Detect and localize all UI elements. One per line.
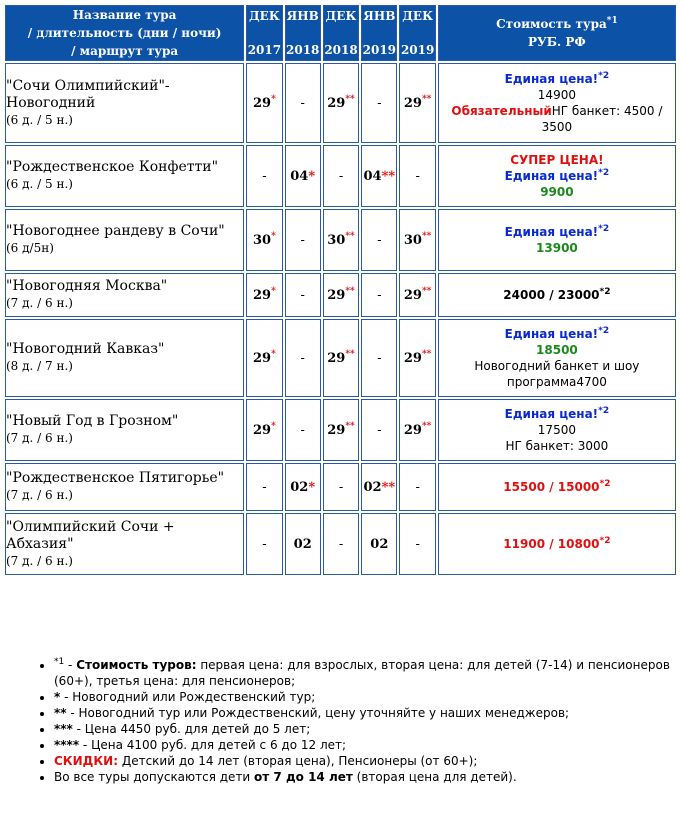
date-cell — [285, 63, 321, 143]
footnote-text: - Новогодний тур или Рождественский, цену уточняйте у наших менеджеров; — [66, 706, 570, 720]
price-cell — [438, 319, 676, 397]
price-value-sup: *2 — [599, 536, 611, 546]
header-name-line: / длительность (дни / ночи) — [27, 26, 222, 40]
footnote-mark: ** — [54, 706, 67, 720]
header-price — [438, 5, 676, 61]
date-cell — [323, 273, 359, 317]
tour-duration: (7 д. / 6 н.) — [6, 553, 73, 568]
tour-duration: (7 д. / 6 н.) — [6, 431, 73, 445]
date-value: 02 — [363, 479, 382, 495]
date-cell — [399, 63, 435, 143]
date-mark: ** — [345, 286, 355, 297]
price-label: Единая цена! — [504, 225, 599, 239]
date-value: 29 — [252, 422, 272, 438]
tour-name-cell — [5, 145, 244, 207]
date-cell — [399, 319, 435, 397]
date-value: - — [338, 536, 344, 552]
tour-name-cell — [5, 63, 244, 143]
date-cell — [361, 273, 397, 317]
date-value: 04 — [290, 168, 309, 184]
price-value: 9900 — [540, 185, 574, 199]
price-label: Единая цена! — [504, 169, 599, 183]
table-row — [5, 145, 676, 207]
date-cell — [399, 145, 435, 207]
tour-duration: (7 д. / 6 н.) — [6, 488, 73, 502]
price-value: 15500 / 15000 — [503, 480, 600, 494]
price-label-sup: *2 — [598, 224, 610, 234]
date-value: - — [262, 168, 267, 184]
header-year: 2018 — [324, 43, 358, 57]
header-month: ДЕК — [402, 9, 433, 23]
footnote-text: первая цена: для взрослых, вторая цена: для детей (7-14) и пенсионеров (60+), третья цена: для пенсионеров; — [54, 658, 670, 688]
date-value: 29 — [403, 350, 422, 366]
date-cell — [246, 209, 282, 271]
tour-name-cell — [5, 273, 244, 317]
date-mark: ** — [421, 421, 432, 432]
date-value: - — [415, 536, 420, 552]
table-row — [5, 399, 676, 461]
date-mark: ** — [345, 231, 355, 242]
price-value: 18500 — [536, 343, 578, 357]
table-row — [5, 209, 676, 271]
date-value: 29 — [327, 350, 346, 366]
price-cell — [438, 209, 676, 271]
price-label: Единая цена! — [504, 327, 599, 341]
date-value: 30 — [327, 232, 346, 248]
header-month: ДЕК — [325, 9, 357, 23]
tour-duration: (6 д. / 5 н.) — [6, 112, 73, 127]
date-value: - — [300, 422, 305, 438]
header-year: 2019 — [362, 43, 397, 57]
header-month: ДЕК — [249, 9, 280, 23]
date-value: 29 — [252, 287, 272, 303]
tour-name: "Сочи Олимпийский"-Новогодний — [6, 77, 170, 111]
date-value: 30 — [252, 232, 272, 248]
header-tour-name — [5, 5, 244, 61]
date-cell — [323, 319, 359, 397]
date-mark: ** — [421, 349, 432, 360]
price-value: 13900 — [536, 241, 578, 255]
date-cell — [361, 319, 397, 397]
price-cell — [438, 273, 676, 317]
footnote-item — [54, 721, 681, 737]
date-cell — [323, 209, 359, 271]
header-year: 2018 — [286, 43, 320, 57]
date-mark: * — [271, 349, 276, 360]
tour-name: "Рождественское Пятигорье" — [6, 470, 225, 486]
price-label-sup: *2 — [598, 326, 610, 336]
date-value: - — [377, 287, 382, 303]
footnote-mark: * — [54, 690, 61, 704]
date-cell — [361, 399, 397, 461]
tours-table — [3, 3, 678, 577]
tour-name: "Олимпийский Сочи + Абхазия" — [6, 518, 175, 552]
date-cell — [285, 399, 321, 461]
footnote-mark: *** — [54, 722, 73, 736]
tour-name-cell — [5, 513, 244, 575]
date-value: 29 — [252, 350, 272, 366]
price-label-sup: *2 — [598, 168, 610, 178]
date-value: - — [415, 479, 420, 495]
footnote-mark: **** — [54, 738, 80, 752]
price-extra: НГ банкет: 3000 — [505, 439, 609, 453]
date-cell — [323, 463, 359, 511]
footnote-item — [54, 689, 681, 705]
tour-name: "Новогоднее рандеву в Сочи" — [6, 223, 225, 239]
date-value: - — [415, 168, 420, 184]
price-value-sup: *2 — [599, 479, 611, 489]
date-value: - — [377, 95, 382, 111]
date-cell — [285, 463, 321, 511]
discounts-label: СКИДКИ: — [54, 754, 118, 768]
footnote-item — [54, 769, 681, 785]
date-cell — [246, 63, 282, 143]
price-cell — [438, 145, 676, 207]
price-extra-required: Обязательный — [451, 104, 552, 118]
date-cell — [399, 273, 435, 317]
date-mark: ** — [421, 231, 432, 242]
date-value: 29 — [327, 95, 346, 111]
table-row — [5, 63, 676, 143]
header-year: 2017 — [247, 43, 282, 57]
date-cell — [246, 145, 282, 207]
date-cell — [361, 145, 397, 207]
date-mark: ** — [345, 94, 355, 105]
header-name-line: Название тура — [72, 8, 177, 22]
date-mark: ** — [345, 349, 355, 360]
date-value: - — [377, 350, 382, 366]
price-label: Единая цена! — [504, 407, 599, 421]
date-value: 30 — [403, 232, 422, 248]
date-mark: * — [308, 168, 316, 184]
footnote-item — [54, 737, 681, 753]
table-header-row — [5, 5, 676, 61]
header-name-line: / маршрут тура — [71, 44, 179, 58]
tour-duration: (6 д. / 5 н.) — [6, 177, 73, 191]
table-row — [5, 273, 676, 317]
header-month-col — [285, 5, 321, 61]
date-value: - — [300, 95, 305, 111]
price-cell — [438, 463, 676, 511]
date-value: - — [262, 536, 267, 552]
date-cell — [323, 513, 359, 575]
footnote-bold: от 7 до 14 лет — [254, 770, 353, 784]
price-super-label: СУПЕР ЦЕНА! — [510, 153, 604, 167]
header-price-line2: РУБ. РФ — [528, 35, 586, 49]
date-mark: * — [271, 231, 276, 242]
header-year: 2019 — [400, 43, 435, 57]
tour-name: "Новогодний Кавказ" — [6, 341, 165, 357]
date-value: 02 — [290, 479, 309, 495]
date-value: 02 — [370, 536, 389, 552]
table-row — [5, 513, 676, 575]
date-cell — [246, 319, 282, 397]
footnote-text: (вторая цена для детей). — [352, 770, 517, 784]
date-cell — [323, 63, 359, 143]
date-mark: ** — [421, 94, 432, 105]
footnote-item — [54, 705, 681, 721]
footnote-item — [54, 753, 681, 769]
date-value: - — [338, 168, 344, 184]
tour-duration: (8 д. / 7 н.) — [6, 359, 73, 373]
date-mark: ** — [345, 421, 355, 432]
table-row — [5, 463, 676, 511]
price-value: 14900 — [537, 88, 576, 102]
date-value: 29 — [403, 422, 422, 438]
tour-name-cell — [5, 463, 244, 511]
footnote-text: - Цена 4100 руб. для детей с 6 до 12 лет; — [79, 738, 347, 752]
date-value: 29 — [327, 422, 346, 438]
date-value: 29 — [403, 287, 422, 303]
header-month-col — [361, 5, 397, 61]
price-cell — [438, 513, 676, 575]
footnote-text: Детский до 14 лет (вторая цена), Пенсионеры (от 60+); — [118, 754, 478, 768]
price-label-sup: *2 — [598, 406, 610, 416]
date-cell — [361, 513, 397, 575]
price-cell — [438, 63, 676, 143]
date-cell — [246, 273, 282, 317]
date-mark: * — [271, 421, 276, 432]
date-cell — [246, 463, 282, 511]
date-cell — [361, 463, 397, 511]
header-price-sup: *1 — [606, 16, 618, 26]
tour-name-cell — [5, 209, 244, 271]
date-cell — [399, 399, 435, 461]
footnote-mark: *1 — [54, 657, 65, 667]
tour-name-cell — [5, 399, 244, 461]
date-mark: ** — [381, 168, 396, 184]
footnotes-list — [28, 657, 681, 785]
date-cell — [246, 399, 282, 461]
date-cell — [399, 513, 435, 575]
header-month: ЯНВ — [363, 9, 396, 23]
date-mark: ** — [381, 479, 396, 495]
date-value: 29 — [403, 95, 422, 111]
table-row — [5, 319, 676, 397]
date-mark: * — [271, 94, 276, 105]
header-month-col — [323, 5, 359, 61]
date-cell — [361, 209, 397, 271]
date-mark: * — [271, 286, 276, 297]
footnote-bold: Стоимость туров: — [76, 658, 197, 672]
date-cell — [285, 145, 321, 207]
date-cell — [399, 209, 435, 271]
date-cell — [323, 145, 359, 207]
date-value: - — [338, 479, 344, 495]
date-cell — [246, 513, 282, 575]
date-value: - — [262, 479, 267, 495]
header-month-col — [246, 5, 282, 61]
date-cell — [361, 63, 397, 143]
date-value: - — [300, 350, 305, 366]
date-value: - — [377, 232, 382, 248]
tour-name: "Рождественское Конфетти" — [6, 159, 219, 175]
footnote-text: - Цена 4450 руб. для детей до 5 лет; — [72, 722, 311, 736]
header-price-line1: Стоимость тура — [496, 17, 607, 31]
date-value: 29 — [252, 95, 272, 111]
date-value: - — [377, 422, 382, 438]
date-value: 02 — [293, 536, 312, 552]
tour-name-cell — [5, 319, 244, 397]
date-cell — [285, 273, 321, 317]
date-mark: * — [308, 479, 316, 495]
date-cell — [285, 319, 321, 397]
price-label: Единая цена! — [504, 72, 599, 86]
date-value: 04 — [363, 168, 382, 184]
price-value: 17500 — [537, 423, 576, 437]
footnote-text: - Новогодний или Рождественский тур; — [60, 690, 316, 704]
price-label-sup: *2 — [598, 71, 610, 81]
price-cell — [438, 399, 676, 461]
date-value: - — [300, 287, 305, 303]
date-cell — [399, 463, 435, 511]
tour-duration: (7 д. / 6 н.) — [6, 296, 73, 310]
price-extra: НГ банкет: 4500 / 3500 — [541, 104, 663, 134]
tour-name: "Новый Год в Грозном" — [6, 413, 179, 429]
footnote-dash: - — [64, 658, 77, 672]
tour-name: "Новогодняя Москва" — [6, 278, 168, 294]
date-value: 29 — [327, 287, 346, 303]
date-value: - — [300, 232, 305, 248]
price-value: 11900 / 10800 — [503, 537, 600, 551]
date-cell — [285, 209, 321, 271]
date-cell — [285, 513, 321, 575]
footnote-item — [54, 657, 681, 689]
price-value: 24000 / 23000 — [503, 288, 600, 302]
header-month-col — [399, 5, 435, 61]
date-mark: ** — [421, 286, 432, 297]
header-month: ЯНВ — [286, 9, 319, 23]
price-extra: Новогодний банкет и шоу программа4700 — [474, 359, 640, 389]
tour-duration: (6 д/5н) — [6, 241, 54, 255]
price-value-sup: *2 — [599, 287, 611, 297]
footnote-text: Во все туры допускаются дети — [54, 770, 255, 784]
date-cell — [323, 399, 359, 461]
